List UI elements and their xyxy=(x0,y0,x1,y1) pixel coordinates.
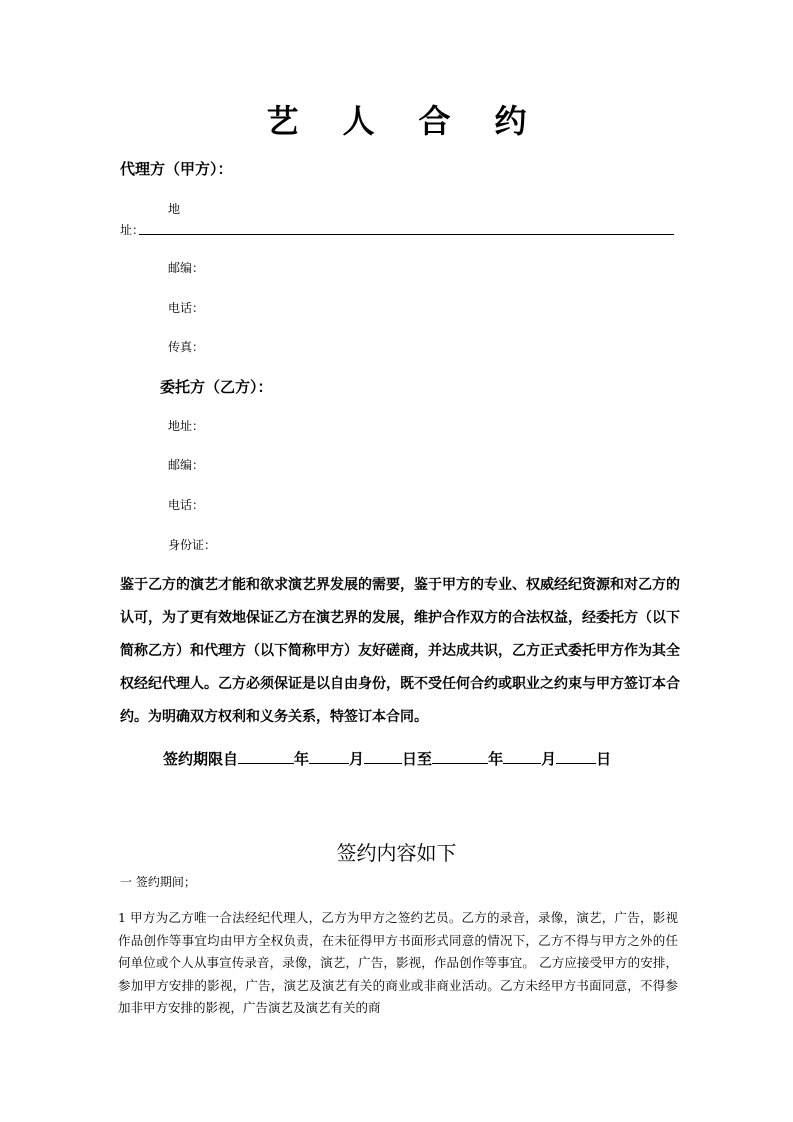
term-blank-year2 xyxy=(432,748,488,764)
party-b-address-label: 地址： xyxy=(168,419,205,433)
party-a-phone-label: 电话： xyxy=(168,301,205,315)
party-a-address-label-part1: 地 xyxy=(168,202,181,216)
party-b-heading: 委托方（乙方）： xyxy=(160,378,273,396)
party-a-postcode-label: 邮编： xyxy=(168,261,205,275)
title-char: 约 xyxy=(494,102,527,140)
section-title: 签约内容如下 xyxy=(336,841,457,865)
title-char: 艺 xyxy=(266,102,299,140)
term-month2: 月 xyxy=(541,750,557,768)
party-a-fax-label: 传真： xyxy=(168,340,205,354)
term-day2: 日 xyxy=(596,750,612,768)
preamble-paragraph: 鉴于乙方的演艺才能和欲求演艺界发展的需要，鉴于甲方的专业、权威经纪资源和对乙方的认可，为了更有效地保证乙方在演艺界的发展，维护合作双方的合法权益，经委托方（以下简称乙方）和代理方（以下简称甲方）友好磋商，并达成共识，乙方正式委托甲方作为其全权经纪代理人。乙方必须保证是以自由身份，既不受任何合约或职业之约束与甲方签订本合约。为明确双方权利和义务关系，特签订本合同。 xyxy=(120,577,680,725)
term-blank-month2 xyxy=(503,748,541,764)
clause-1-paragraph: 1 甲方为乙方唯一合法经纪代理人，乙方为甲方之签约艺员。乙方的录音，录像，演艺，广告，影视 作品创作等事宜均由甲方全权负责，在未征得甲方书面形式同意的情况下，乙方不得与甲方之外的任何单位或个人从事宣传录音，录像，演艺，广告，影视，作品创作等事宜。 乙方应接受甲方的安排，参加甲方安排的影视，广告，演艺及演艺有关的商业或非商业活动。乙方未经甲方书面同意，不得参加非甲方安排的影视，广告演艺及演艺有关的商 xyxy=(118,910,678,1016)
party-a-heading: 代理方（甲方）： xyxy=(120,160,233,178)
term-day1-to: 日至 xyxy=(402,750,433,768)
term-blank-day1 xyxy=(364,748,402,764)
term-prefix: 签约期限自 xyxy=(163,750,239,768)
title-char: 人 xyxy=(342,102,375,140)
party-a-address-line xyxy=(139,234,674,235)
item1-heading: 一 签约期间； xyxy=(120,875,196,889)
contract-term-line xyxy=(163,748,611,769)
term-blank-day2 xyxy=(556,748,596,764)
title-char: 合 xyxy=(418,102,451,140)
term-year2: 年 xyxy=(488,750,504,768)
contract-title xyxy=(0,96,793,142)
party-b-id-label: 身份证： xyxy=(168,538,217,552)
term-year1: 年 xyxy=(294,750,310,768)
party-b-postcode-label: 邮编： xyxy=(168,458,205,472)
party-a-address-label-part2: 址： xyxy=(120,223,145,237)
term-blank-month1 xyxy=(309,748,349,764)
term-month1: 月 xyxy=(349,750,365,768)
party-b-phone-label: 电话： xyxy=(168,498,205,512)
term-blank-year1 xyxy=(238,748,294,764)
